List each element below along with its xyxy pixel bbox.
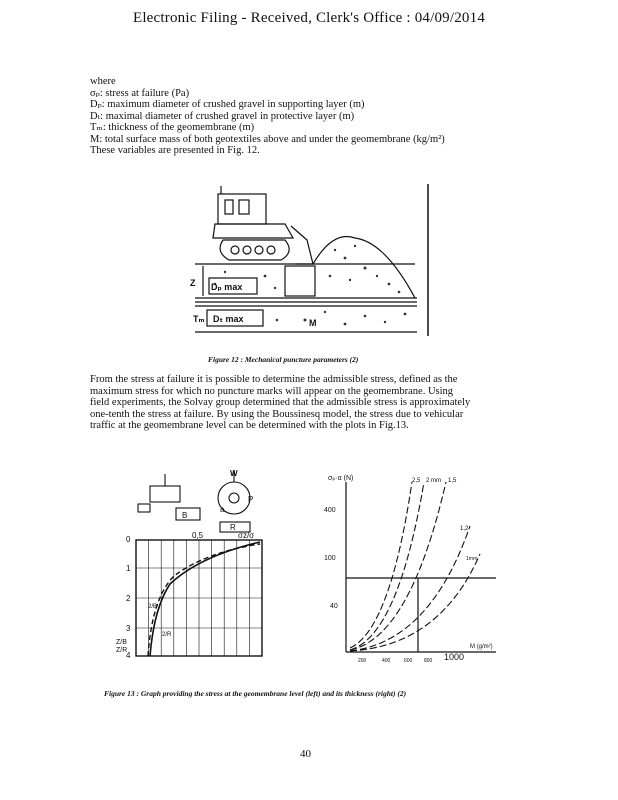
left-top-label-right: σz/σ [238, 531, 255, 540]
icon-label-a: a [220, 505, 225, 514]
right-y-tick: 40 [330, 603, 338, 610]
curve-label-2r: 2/R [162, 632, 172, 638]
curve-1mm [350, 554, 480, 651]
paragraph-line: maximum stress for which no puncture marks will appear on the geomembrane. Using [90, 385, 454, 397]
icon-label-b: B [182, 511, 188, 520]
bulldozer-body [213, 224, 293, 238]
label-tg: Tₘ [193, 314, 205, 324]
right-y-tick: 100 [324, 555, 336, 562]
right-x-tick: 800 [424, 658, 433, 664]
definition-item: These variables are presented in Fig. 12. [90, 145, 260, 156]
curve-label-2mm: 2 mm [426, 478, 441, 484]
icon-label-p: P [248, 495, 254, 504]
icon-label-w: W [230, 469, 238, 478]
left-y-tick: 3 [126, 624, 131, 633]
curve-label-1-5: 1,5 [448, 478, 457, 484]
label-dt-max: Dₜ max [213, 314, 244, 324]
definition-item: Tₘ: thickness of the geomembrane (m) [90, 122, 255, 133]
figure-12-illustration [185, 180, 435, 340]
definition-item: Dₜ: maximal diameter of crushed gravel in protective layer (m) [90, 110, 355, 122]
definition-item: σₚ: stress at failure (Pa) [90, 87, 190, 99]
body-paragraph [90, 374, 530, 432]
curve-label-2b: 2/B [148, 604, 158, 610]
left-y-tick: 2 [126, 594, 131, 603]
bulldozer-blade [291, 226, 313, 264]
definitions-block [90, 76, 445, 157]
curve-label-1-2: 1,2 [460, 526, 469, 532]
label-z: Z [190, 278, 196, 288]
right-x-label: M (g/m²) [470, 644, 493, 650]
figure-13-right-graph [320, 470, 510, 670]
definitions-intro: where [90, 76, 116, 87]
figure-12-caption: Figure 12 : Mechanical puncture parameters (2) [208, 355, 359, 364]
right-y-label: σₚ·α (N) [328, 475, 354, 482]
paragraph-line: traffic at the geomembrane level can be determined with the plots in Fig.13. [90, 420, 409, 431]
vehicle-icon [150, 486, 180, 502]
label-m: M [309, 318, 317, 328]
paragraph-line: field experiments, the Solvay group determined that the admissible stress is approximately [90, 397, 471, 408]
curve-2mm [350, 482, 424, 650]
filing-header: Electronic Filing - Received, Clerk's Office : 04/09/2014 [132, 10, 486, 26]
definition-item: M: total surface mass of both geotextiles above and under the geomembrane (kg/m²) [90, 133, 445, 145]
left-y-tick: 4 [126, 651, 131, 660]
paragraph-line: one-tenth the stress at failure. By using the Boussinesq model, the stress due to vehicular [90, 408, 464, 420]
curve-1-5 [350, 482, 446, 650]
left-top-label-0: 0 [126, 535, 131, 544]
right-y-tick: 400 [324, 507, 336, 514]
curve-label-1mm: 1mm [466, 556, 478, 562]
right-x-tick: 200 [358, 658, 367, 664]
left-y-tick: 1 [126, 564, 131, 573]
page-number: 40 [300, 748, 311, 760]
right-x-tick: 600 [404, 658, 413, 664]
right-x-tick: 400 [382, 658, 391, 664]
paragraph-line: From the stress at failure it is possible to determine the admissible stress, defined as the [90, 374, 458, 385]
left-top-label-mid: 0,5 [192, 531, 204, 540]
figure-13-caption: Figure 13 : Graph providing the stress at the geomembrane level (left) and its thickness (right) (2) [104, 689, 407, 698]
figure-13-left-graph [110, 468, 280, 668]
left-y-label-zr: Z/R [116, 647, 128, 654]
icon-label-r: R [230, 523, 236, 532]
curve-label-2-5: 2,5 [412, 478, 421, 484]
right-x-tick: 1000 [444, 652, 465, 662]
left-y-label-zb: Z/B [116, 639, 127, 646]
definition-item: Dₚ: maximum diameter of crushed gravel in supporting layer (m) [90, 99, 365, 110]
label-dp-max: Dₚ max [211, 282, 243, 292]
